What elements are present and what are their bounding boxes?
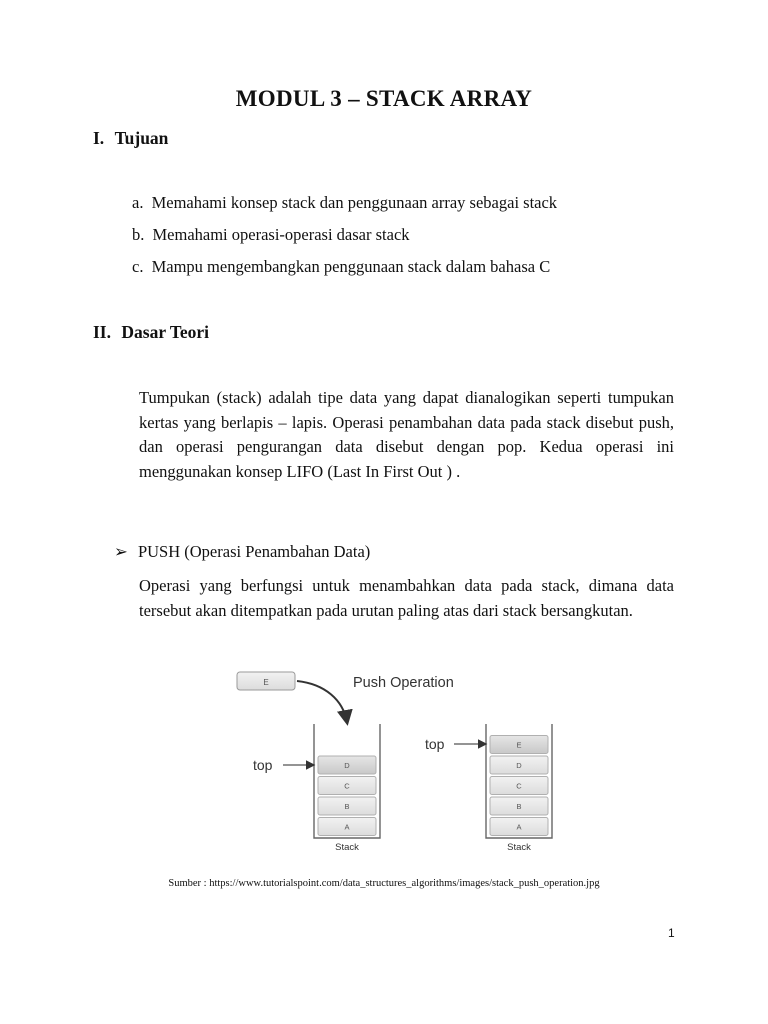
stack-cell-label: A [344,822,350,832]
objective-marker: c. [132,257,144,276]
objective-text: Memahami konsep stack dan penggunaan array sebagai stack [151,193,558,212]
push-description: Operasi yang berfungsi untuk menambahkan data pada stack, dimana data tersebut akan ditempatkan pada urutan paling atas dari stack bersangkutan. [139,576,674,620]
incoming-item-label: E [263,678,269,687]
stack-cell-label: B [516,802,522,811]
objective-text: Mampu mengembangkan penggunaan stack dalam bahasa C [151,257,551,276]
section-2-number: II. [93,322,111,342]
bullet-arrow-icon: ➢ [114,542,128,561]
stack-cell-label: E [516,740,522,750]
stack-cell-label: B [344,802,350,811]
section-2-heading [93,322,209,343]
push-operation-figure [225,664,565,858]
push-bullet-item [114,542,370,562]
push-curved-arrow-icon [297,681,347,722]
stack-cell-label: D [344,761,350,770]
stack-after-label: Stack [507,842,531,853]
page-title: MODUL 3 – STACK ARRAY [235,86,533,111]
top-pointer-label-after: top [425,736,445,752]
objective-text: Memahami operasi-operasi dasar stack [152,225,410,244]
section-1-number: I. [93,128,105,148]
objective-b [132,225,410,245]
figure-caption-title: Push Operation [353,675,454,691]
figure-source: Sumber : https://www.tutorialspoint.com/data_structures_algorithms/images/stack_push_operation.jpg [168,878,600,889]
section-1-title: Tujuan [114,128,169,148]
push-title: PUSH (Operasi Penambahan Data) [137,542,371,561]
page-number: 1 [668,926,675,940]
stack-before-label: Stack [335,842,359,853]
stack-before-cells [318,756,376,836]
stack-cell-label: A [516,822,522,832]
objective-c [132,257,550,277]
top-pointer-label-before: top [253,757,273,773]
stack-cell-label: D [516,761,522,770]
section-1-heading [93,128,168,149]
stack-after-cells [490,736,548,836]
stack-cell-label: C [344,781,350,791]
objective-a [132,193,557,213]
theory-paragraph: Tumpukan (stack) adalah tipe data yang dapat dianalogikan seperti tumpukan kertas yang berlapis – lapis. Operasi penambahan data pada stack disebut push, dan operasi pengurangan data disebut dengan pop. Kedua operasi ini menggunakan konsep LIFO (Last In First Out ) . [139,388,674,481]
objective-marker: b. [132,225,145,244]
objective-marker: a. [132,193,144,212]
section-2-title: Dasar Teori [121,322,210,342]
stack-cell-label: C [516,781,522,791]
